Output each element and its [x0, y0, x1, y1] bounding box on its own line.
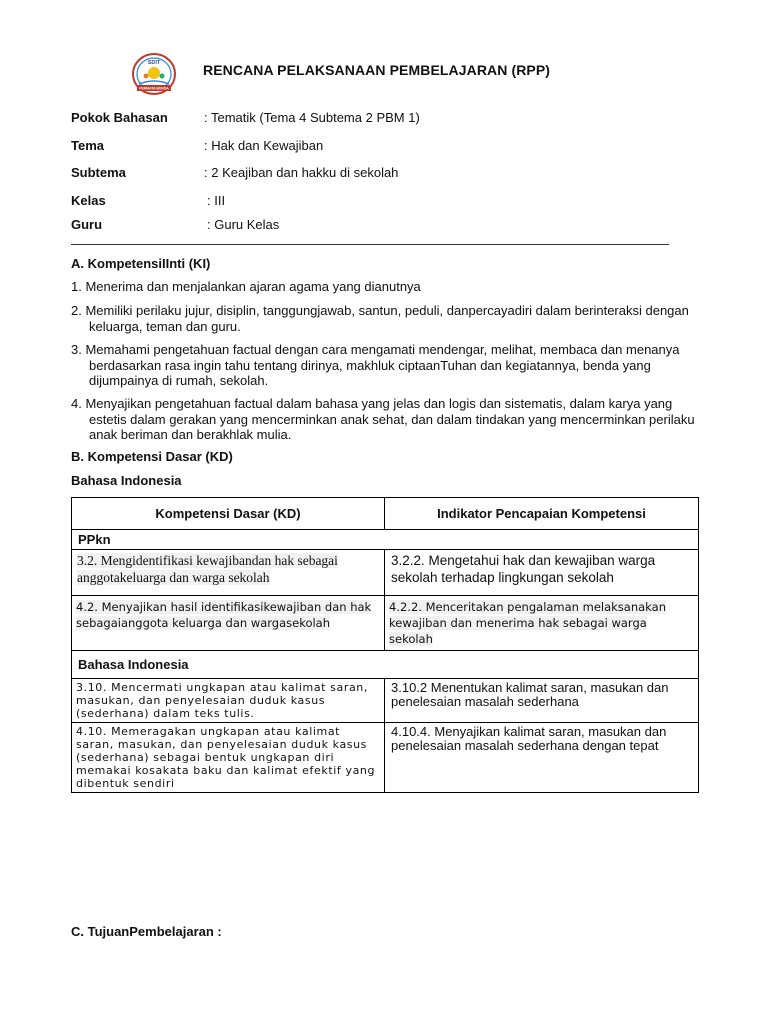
kd-table-header-row: [72, 498, 699, 530]
indicator-cell: [385, 596, 699, 651]
table-row: [72, 596, 699, 651]
section-b-subheading: Bahasa Indonesia: [71, 473, 182, 488]
kd-cell: 3.10. Mencermati ungkapan atau kalimat saran, masukan, dan penyelesaian duduk kasus (sederhana) dalam teks tulis.: [72, 679, 385, 723]
section-a-heading: A. KompetensiIInti (KI): [71, 256, 211, 271]
meta-value: : Hak dan Kewajiban: [204, 138, 324, 153]
meta-value: : 2 Keajiban dan hakku di sekolah: [204, 165, 399, 180]
group-title-ppkn: PPkn: [72, 530, 699, 550]
kd-table: [71, 497, 699, 793]
meta-value: : III: [207, 193, 226, 208]
section-b-heading: B. Kompetensi Dasar (KD): [71, 449, 233, 464]
ki-item-1: 1. Menerima dan menjalankan ajaran agama yang dianutnya: [71, 279, 421, 294]
table-row: [72, 723, 699, 793]
table-row: [72, 550, 699, 596]
ki-item-2: 2. Memiliki perilaku jujur, disiplin, tanggungjawab, santun, peduli, danpercayadiri dalam berinteraksi dengan keluarga, teman dan guru.: [71, 303, 689, 334]
kd-text: 4.2. Menyajikan hasil identifikasikewajiban dan hak sebagaianggota keluarga dan wargasekolah: [76, 600, 372, 630]
kd-group-row: [72, 530, 699, 550]
kd-column-header: Kompetensi Dasar (KD): [72, 498, 385, 530]
meta-label: Pokok Bahasan: [71, 110, 168, 125]
indicator-text: 4.2.2. Menceritakan pengalaman melaksanakan kewajiban dan menerima hak sebagai warga sekolah: [389, 600, 666, 646]
ki-item-3: 3. Memahami pengetahuan factual dengan cara mengamati mendengar, melihat, membaca dan menanya berdasarkan rasa ingin tahu tentang dirinya, makhluk ciptaanTuhan dan kegiatannya, benda yang dijumpainya di rumah, sekolah.: [71, 342, 680, 388]
indicator-cell: 3.2.2. Mengetahui hak dan kewajiban warga sekolah terhadap lingkungan sekolah: [385, 550, 699, 596]
meta-label: Subtema: [71, 165, 126, 180]
header-divider: [71, 244, 669, 245]
meta-label: Guru: [71, 217, 103, 232]
indicator-cell: 4.10.4. Menyajikan kalimat saran, masukan dan penelesaian masalah sederhana dengan tepat: [385, 723, 699, 793]
meta-label: Kelas: [71, 193, 106, 208]
indicator-column-header: Indikator Pencapaian Kompetensi: [385, 498, 699, 530]
indicator-cell: 3.10.2 Menentukan kalimat saran, masukan dan penelesaian masalah sederhana: [385, 679, 699, 723]
kd-cell: [72, 596, 385, 651]
kd-cell: [72, 550, 385, 596]
ki-item-4: 4. Menyajikan pengetahuan factual dalam bahasa yang jelas dan logis dan sistematis, dalam karya yang estetis dalam gerakan yang mencerminkan anak sehat, dan dalam tindakan yang mencerminkan perilaku anak beriman dan berakhlak mulia.: [71, 396, 695, 442]
logo-base-text: PERMATA BUNDA: [139, 86, 169, 91]
meta-label: Tema: [71, 138, 104, 153]
section-c-heading: C. TujuanPembelajaran :: [71, 924, 222, 939]
kd-cell: 4.10. Memeragakan ungkapan atau kalimat saran, masukan, dan penyelesaian duduk kasus (sederhana) sebagai bentuk ungkapan diri memakai kosakata baku dan kalimat efektif yang dibentuk sendiri: [72, 723, 385, 793]
logo-arc-text: SDIT: [147, 60, 161, 66]
document-title: RENCANA PELAKSANAAN PEMBELAJARAN (RPP): [203, 62, 551, 78]
meta-value: : Tematik (Tema 4 Subtema 2 PBM 1): [204, 110, 420, 125]
table-row: [72, 679, 699, 723]
school-logo: [131, 52, 177, 96]
kd-group-row: [72, 651, 699, 679]
group-title-bahasa-indonesia: Bahasa Indonesia: [72, 651, 699, 679]
kd-text: 3.2. Mengidentifikasi kewajibandan hak sebagai anggotakeluarga dan warga sekolah: [77, 553, 338, 585]
meta-value: : Guru Kelas: [207, 217, 280, 232]
